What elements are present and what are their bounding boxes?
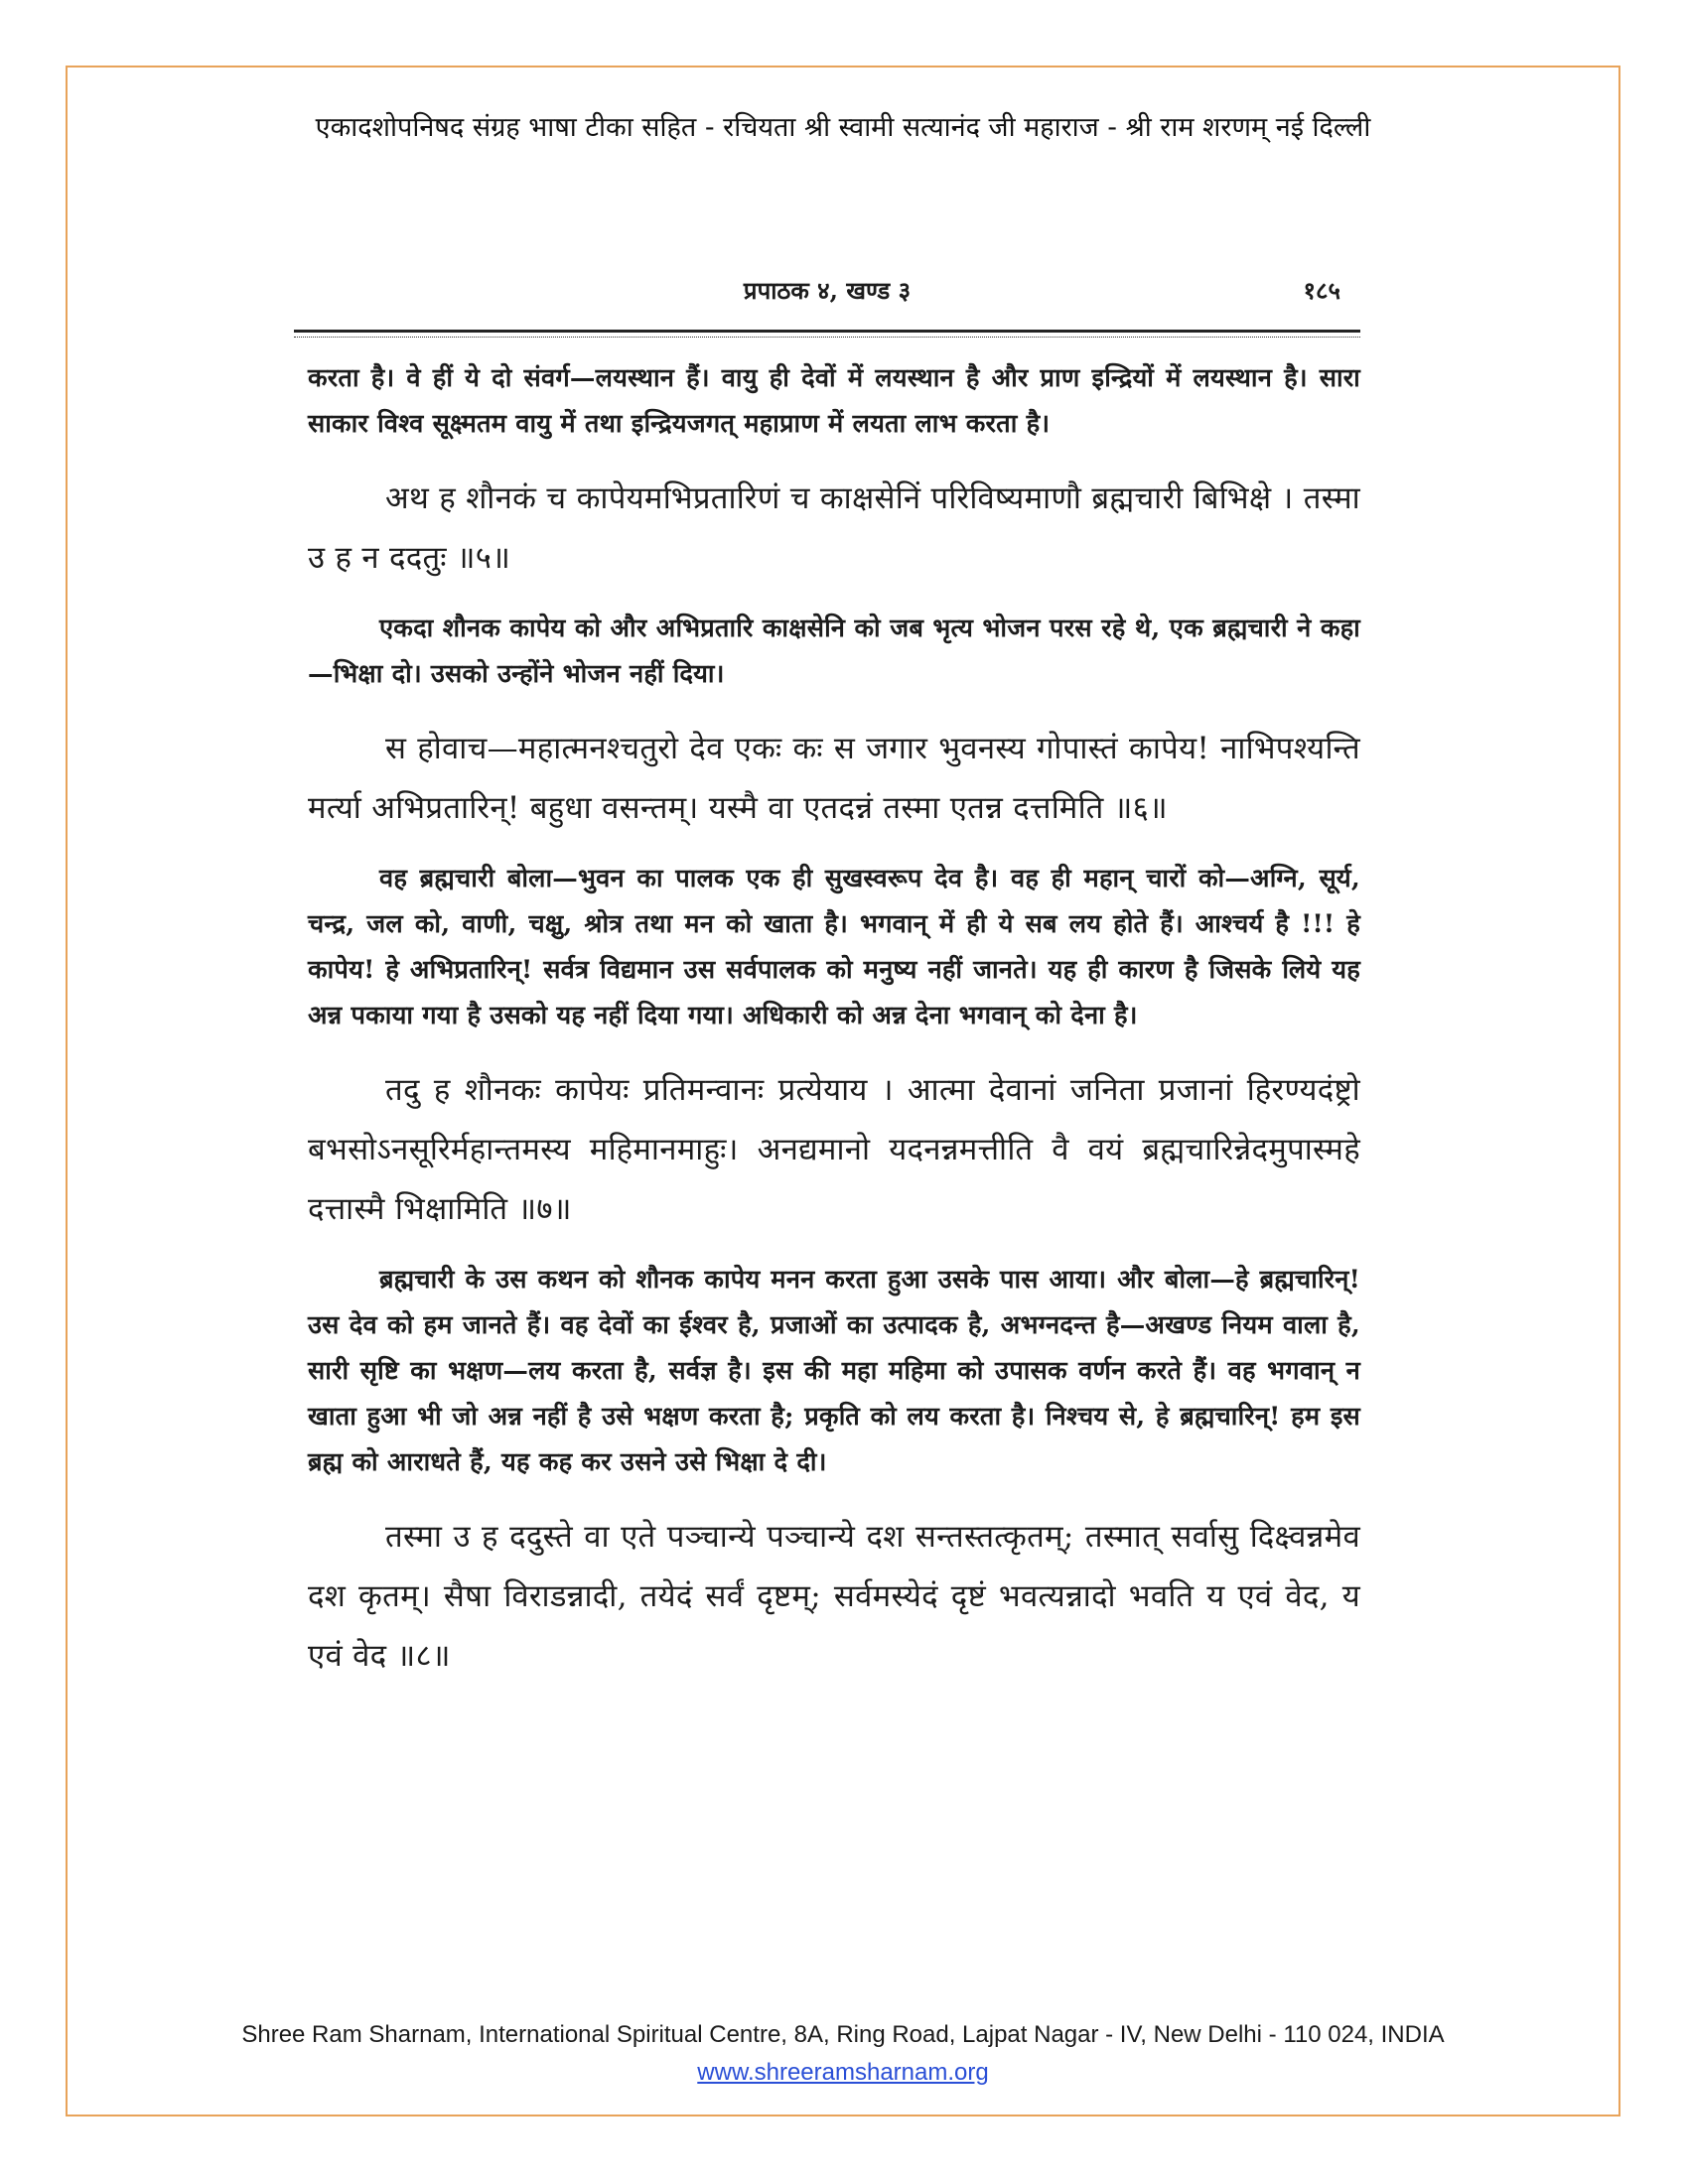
document-header-title: एकादशोपनिषद संग्रह भाषा टीका सहित - रचियता श्री स्वामी सत्यानंद जी महाराज - श्री राम शरणम् नई दिल्ली (315, 112, 1371, 143)
commentary-paragraph: ब्रह्मचारी के उस कथन को शौनक कापेय मनन करता हुआ उसके पास आया। और बोला—हे ब्रह्मचारिन्! उस देव को हम जानते हैं। वह देवों का ईश्वर है, प्रजाओं का उत्पादक है, अभग्नदन्त है—अखण्ड नियम वाला है, सारी सृष्टि का भक्षण—लय करता है, सर्वज्ञ है। इस की महा महिमा को उपासक वर्णन करते हैं। वह भगवान् न खाता हुआ भी जो अन्न नहीं है उसे भक्षण करता है; प्रकृति को लय करता है। निश्चय से, हे ब्रह्मचारिन्! हम इस ब्रह्म को आराधते हैं, यह कह कर उसने उसे भिक्षा दे दी। (308, 1265, 1360, 1477)
scanned-page (294, 268, 1360, 1704)
footer-website (66, 2059, 1620, 2087)
sanskrit-verse-5: अथ ह शौनकं च कापेयमभिप्रतारिणं च काक्षसेनिं परिविष्यमाणौ ब्रह्मचारी बिभिक्षे । तस्मा उ ह न ददतुः ॥५॥ (308, 480, 1360, 576)
website-link[interactable]: www.shreeramsharnam.org (697, 2059, 989, 2086)
commentary-paragraph: एकदा शौनक कापेय को और अभिप्रतारि काक्षसेनि को जब भृत्य भोजन परस रहे थे, एक ब्रह्मचारी ने कहा—भिक्षा दो। उसको उन्होंने भोजन नहीं दिया। (308, 614, 1360, 689)
commentary-paragraph: वह ब्रह्मचारी बोला—भुवन का पालक एक ही सुखस्वरूप देव है। वह ही महान् चारों को—अग्नि, सूर्य, चन्द्र, जल को, वाणी, चक्षु, श्रोत्र तथा मन को खाता है। भगवान् में ही ये सब लय होते हैं। आश्चर्य है !!! हे कापेय! हे अभिप्रतारिन्! सर्वत्र विद्यमान उस सर्वपालक को मनुष्य नहीं जानते। यह ही कारण है जिसके लिये यह अन्न पकाया गया है उसको यह नहीं दिया गया। अधिकारी को अन्न देना भगवान् को देना है। (308, 864, 1360, 1030)
page-number: १८५ (1303, 276, 1340, 305)
running-head-section: प्रपाठक ४, खण्ड ३ (743, 276, 912, 305)
running-head (294, 268, 1360, 308)
sanskrit-verse-6: स होवाच—महात्मनश्चतुरो देव एकः कः स जगार भुवनस्य गोपास्तं कापेय! नाभिपश्यन्ति मर्त्या अभिप्रतारिन्! बहुधा वसन्तम्। यस्मै वा एतदन्नं तस्मा एतन्न दत्तमिति ॥६॥ (308, 731, 1360, 826)
commentary-paragraph: करता है। वे हीं ये दो संवर्ग—लयस्थान हैं। वायु ही देवों में लयस्थान है और प्राण इन्द्रियों में लयस्थान है। सारा साकार विश्व सूक्ष्मतम वायु में तथा इन्द्रियजगत् महाप्राण में लयता लाभ करता है। (308, 363, 1360, 439)
sanskrit-verse-7: तदु ह शौनकः कापेयः प्रतिमन्वानः प्रत्येयाय । आत्मा देवानां जनिता प्रजानां हिरण्यदंष्ट्रो बभसोऽनसूरिर्महान्तमस्य महिमानमाहुः। अनद्यमानो यदनन्नमत्तीति वै वयं ब्रह्मचारिन्नेदमुपास्महे दत्तास्मै भिक्षामिति ॥७॥ (308, 1072, 1360, 1227)
footer-address: Shree Ram Sharnam, International Spiritual Centre, 8A, Ring Road, Lajpat Nagar - IV, New Delhi - 110 024, INDIA (241, 2021, 1445, 2048)
sanskrit-verse-8: तस्मा उ ह ददुस्ते वा एते पञ्चान्ये पञ्चान्ये दश सन्तस्तत्कृतम्; तस्मात् सर्वासु दिक्ष्वन्नमेव दश कृतम्। सैषा विराडन्नादी, तयेदं सर्वं दृष्टम्; सर्वमस्येदं दृष्टं भवत्यन्नादो भवति य एवं वेद, य एवं वेद ॥८॥ (308, 1519, 1360, 1674)
header-rule (294, 330, 1360, 338)
